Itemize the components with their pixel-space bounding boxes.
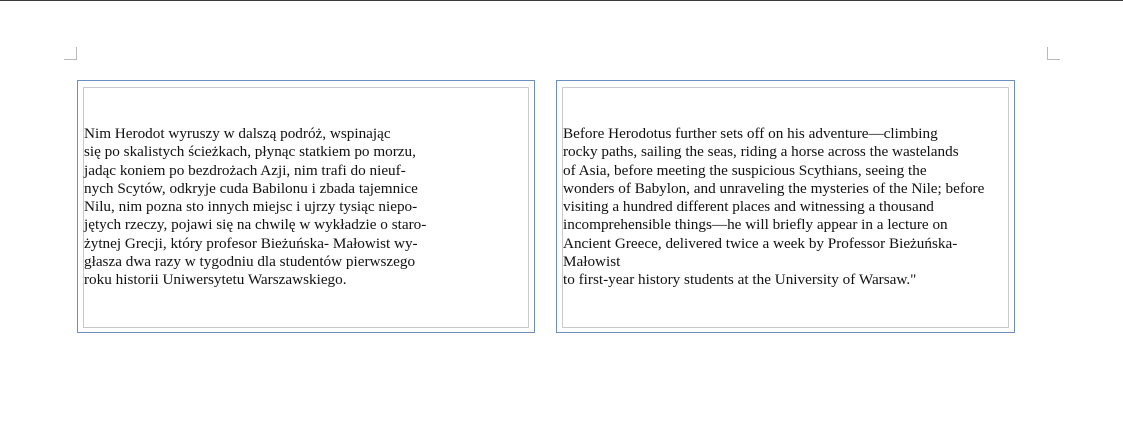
polish-paragraph[interactable]: Nim Herodot wyruszy w dalszą podróż, wspinając się po skalistych ścieżkach, płynąc statkiem po morzu, jadąc koniem po bezdrożach Azji, nim trafi do nieuf- nych Scytów, odkryje cuda Babilonu i zbada tajemnice Nilu, nim pozna sto innych miejsc i ujrzy tysiąc niepo- jętych rzeczy, pojawi się na chwilę w wykładzie o staro- żytnej Grecji, który profesor Bieżuńska- Małowist wy- głasza dwa razy w tygodniu dla studentów pierwszego roku historii Uniwersytetu Warszawskiego.: [84, 125, 427, 289]
english-paragraph[interactable]: Before Herodotus further sets off on his adventure—climbing rocky paths, sailing the seas, riding a horse across the wastelands of Asia, before meeting the suspicious Scythians, seeing the wonders of Babylon, and unraveling the mysteries of the Nile; before visiting a hundred different places and witnessing a thousand incomprehensible things—he will briefly appear in a lecture on Ancient Greece, delivered twice a week by Professor Bieżuńska- Małowist to first-year history students at the University of Warsaw.": [563, 125, 985, 289]
page-margin-corner-top-left: [64, 47, 77, 60]
document-page[interactable]: [0, 1, 1123, 426]
polish-text-box[interactable]: [77, 80, 535, 333]
page-margin-corner-top-right: [1047, 47, 1060, 60]
english-text-box[interactable]: [556, 80, 1015, 333]
